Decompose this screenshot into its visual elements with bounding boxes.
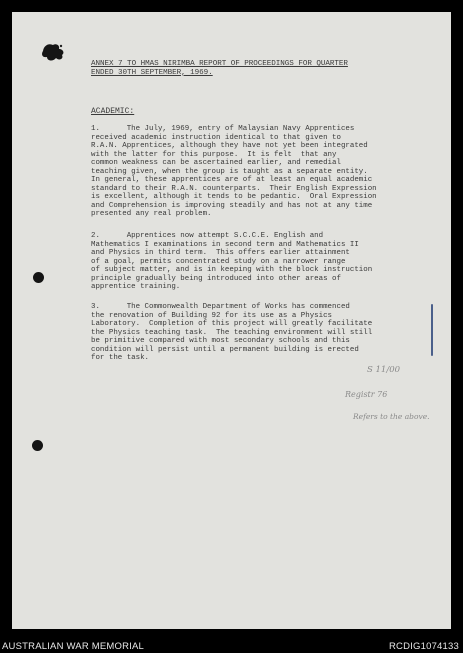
paragraph-line: common weakness can be ascertained earlier, and remedial xyxy=(91,159,341,168)
archive-footer xyxy=(0,629,463,653)
paragraph-line: R.A.N. Apprentices, although they have not yet been integrated xyxy=(91,142,368,151)
heading-line-1: ANNEX 7 TO HMAS NIRIMBA REPORT OF PROCEEDINGS FOR QUARTER xyxy=(91,60,348,68)
paragraph-line: 1. The July, 1969, entry of Malaysian Navy Apprentices xyxy=(91,125,355,133)
footer-record-id: RCDIG1074133 xyxy=(389,641,459,652)
paragraph-3 xyxy=(91,303,372,363)
paragraph-line: 3. The Commonwealth Department of Works has commenced xyxy=(91,303,350,311)
paragraph-line: teaching given, when the group is taught as a separate entity. xyxy=(91,167,368,176)
pencil-annotation-3: Refers to the above. xyxy=(353,412,430,421)
document-heading xyxy=(91,60,421,77)
paragraph-line: apprentice training. xyxy=(91,283,181,292)
paragraph-2 xyxy=(91,232,372,292)
paragraph-line: of a goal, permits concentrated study on a narrower range xyxy=(91,257,346,266)
paragraph-line: 2. Apprentices now attempt S.C.C.E. English and xyxy=(91,232,324,240)
heading-line-2: ENDED 30TH SEPTEMBER, 1969. xyxy=(91,68,213,77)
paragraph-line: be primitive compared with most secondary schools and this xyxy=(91,337,350,346)
punch-hole-top xyxy=(33,272,44,283)
margin-pen-mark xyxy=(431,304,433,356)
pencil-annotation-2: Registr 76 xyxy=(345,390,388,399)
paragraph-line: the renovation of Building 92 for its use as a Physics xyxy=(91,311,333,320)
punch-hole-bottom xyxy=(32,440,43,451)
paragraph-line: and Physics in third term. This offers earlier attainment xyxy=(91,249,350,258)
paragraph-line: and Comprehension is improving steadily and has not at any time xyxy=(91,201,373,210)
paragraph-line: Mathematics I examinations in second term and Mathematics II xyxy=(91,240,359,249)
paragraph-line: standard to their R.A.N. counterparts. Their English Expression xyxy=(91,184,377,193)
paragraph-line: condition will persist until a permanent building is erected xyxy=(91,345,359,354)
paragraph-line: received academic instruction identical to that given to xyxy=(91,133,341,142)
paragraph-line: is excellent, although it tends to be pedantic. Oral Expression xyxy=(91,193,377,202)
ink-blot-icon xyxy=(40,42,66,64)
pencil-annotation-1: S 11/00 xyxy=(367,365,401,375)
section-title: ACADEMIC: xyxy=(91,107,135,116)
paragraph-line: In general, these apprentices are of at least an equal academic xyxy=(91,176,373,185)
paragraph-line: of subject matter, and is in keeping with the block instruction xyxy=(91,266,373,275)
footer-institution: AUSTRALIAN WAR MEMORIAL xyxy=(2,641,145,652)
paragraph-line: principle gradually being introduced into other areas of xyxy=(91,274,341,283)
paragraph-1 xyxy=(91,125,377,219)
paragraph-line: with the latter for this purpose. It is felt that any xyxy=(91,150,337,159)
paragraph-line: presented any real problem. xyxy=(91,210,212,219)
paragraph-line: for the task. xyxy=(91,354,150,363)
paragraph-line: the Physics teaching task. The teaching environment will still xyxy=(91,328,373,337)
document-page xyxy=(12,12,451,629)
paragraph-line: Laboratory. Completion of this project will greatly facilitate xyxy=(91,320,373,329)
